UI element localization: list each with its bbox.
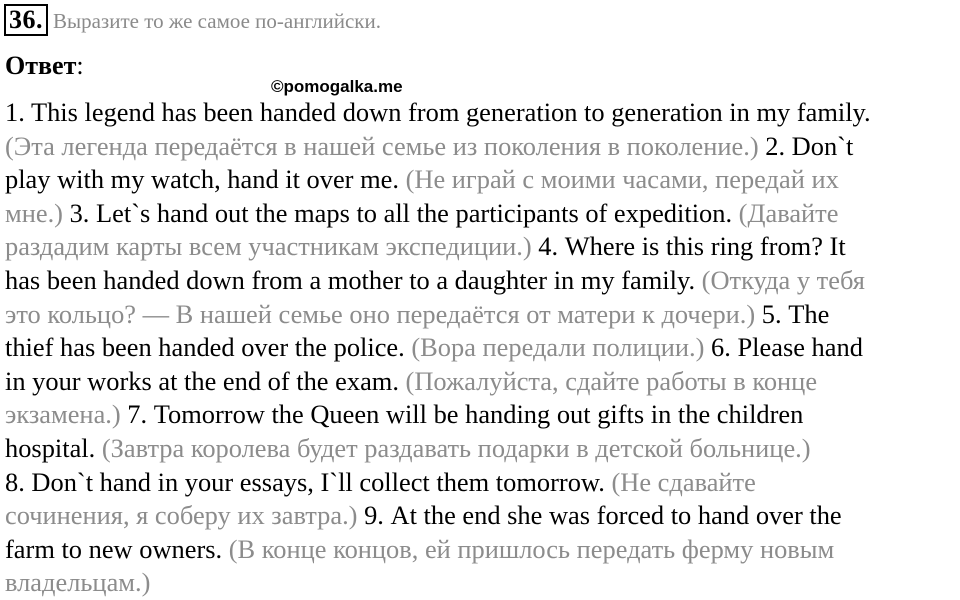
answer-line [5, 566, 957, 600]
russian-translation: раздадим карты всем участникам экспедиции.) [5, 231, 532, 262]
answer-line [5, 466, 957, 500]
answer-colon: : [76, 51, 84, 80]
russian-translation: (В конце концов, ей пришлось передать ферму новым [222, 533, 835, 564]
english-sentence: play with my watch, hand it over me. [5, 164, 399, 195]
exercise-header [4, 4, 381, 36]
russian-translation: (Пожалуйста, сдайте работы в конце [398, 365, 818, 396]
answer-line [5, 398, 957, 432]
russian-translation: (Вора передали полиции.) [404, 332, 705, 363]
russian-translation: владельцам.) [5, 567, 151, 598]
russian-translation: (Завтра королева будет раздавать подарки в детской больнице.) [95, 432, 811, 463]
russian-translation: (Эта легенда передаётся в нашей семье из поколения в поколение.) [5, 130, 759, 161]
english-sentence: in your works at the end of the exam. [5, 365, 399, 396]
russian-translation: сочинения, я соберу их завтра.) [5, 500, 358, 531]
exercise-number: 36. [4, 4, 48, 36]
english-sentence: 7. Tomorrow the Queen will be handing out gifts in the children [120, 399, 804, 430]
answer-line [5, 499, 957, 533]
english-sentence: 4. Where is this ring from? It [531, 231, 846, 262]
answer-line [5, 365, 957, 399]
answer-line [5, 432, 957, 466]
answer-text [5, 96, 960, 600]
russian-translation: это кольцо? — В нашей семье оно передаётся от матери к дочери.) [5, 298, 756, 329]
answer-line [5, 197, 957, 231]
russian-translation: (Не сдавайте [604, 466, 756, 497]
answer-heading [5, 51, 84, 81]
answer-line [5, 533, 957, 567]
russian-translation: экзамена.) [5, 399, 121, 430]
russian-translation: (Не играй с моими часами, передай их [398, 164, 839, 195]
answer-line [5, 264, 957, 298]
answer-line [5, 130, 957, 164]
answer-line [5, 96, 957, 130]
english-sentence: hospital. [5, 432, 96, 463]
english-sentence: 5. The [755, 298, 830, 329]
english-sentence: 1. This legend has been handed down from generation to generation in my family. [5, 97, 871, 127]
english-sentence: 2. Don`t [758, 130, 854, 161]
watermark: ©pomogalka.me [271, 77, 403, 96]
english-sentence: 9. At the end she was forced to hand over the [357, 500, 842, 531]
answer-label: Ответ [5, 51, 77, 80]
answer-line [5, 331, 957, 365]
russian-translation: мне.) [5, 197, 63, 228]
exercise-instruction: Выразите то же самое по-английски. [53, 8, 381, 33]
answer-line [5, 230, 957, 264]
russian-translation: (Откуда у тебя [695, 264, 865, 295]
answer-line [5, 298, 957, 332]
english-sentence: 6. Please hand [704, 332, 863, 363]
russian-translation: (Давайте [732, 197, 839, 228]
answer-line [5, 163, 957, 197]
english-sentence: thief has been handed over the police. [5, 332, 405, 363]
english-sentence: 3. Let`s hand out the maps to all the participants of expedition. [62, 197, 733, 228]
english-sentence: 8. Don`t hand in your essays, I`ll collect them tomorrow. [5, 466, 605, 497]
english-sentence: has been handed down from a mother to a daughter in my family. [5, 264, 696, 295]
english-sentence: farm to new owners. [5, 533, 223, 564]
